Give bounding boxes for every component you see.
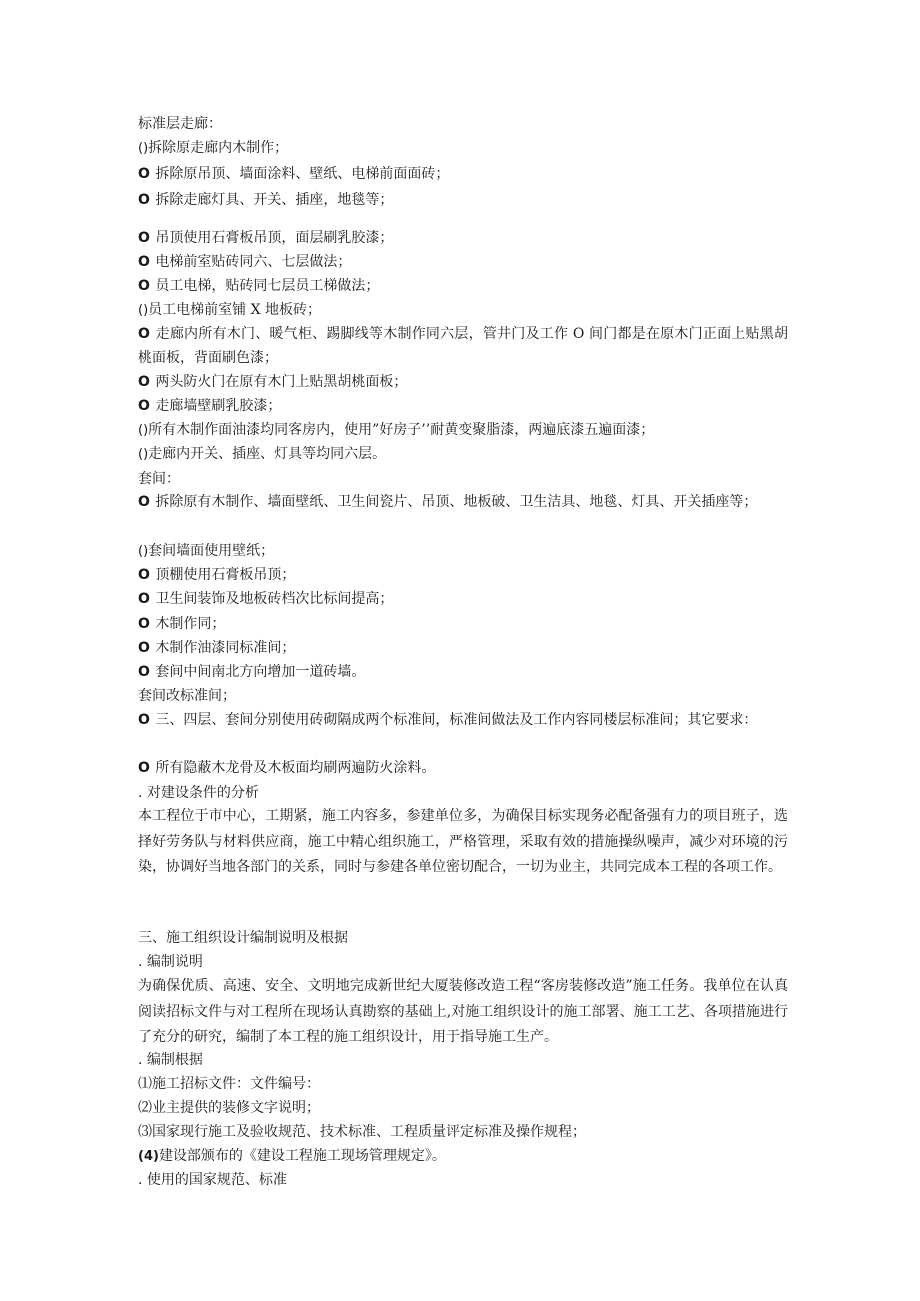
list-item [138,1122,586,1142]
list-item [138,662,365,682]
item-marker: () [138,423,149,438]
item-text: 拆除原吊顶、墙面涂料、壁纸、电梯前面面砖； [155,166,450,182]
item-text: 走廊内开关、插座、灯具等均同六层。 [148,446,387,462]
item-marker: O [138,254,150,270]
list-item [138,708,788,732]
item-marker: O [138,230,150,246]
item-number: ⑴ [138,1076,152,1092]
section-heading: 三、施工组织设计编制说明及根据 [138,930,348,946]
item-marker: () [138,303,149,318]
item-text: 施工招标文件：文件编号： [152,1076,320,1092]
item-number: (4) [138,1149,159,1164]
list-item [138,444,386,465]
item-marker: O [138,374,150,390]
item-marker: O [138,192,150,208]
list-item [138,420,654,441]
item-text: 拆除原有木制作、墙面壁纸、卫生间瓷片、吊顶、地板破、卫生洁具、地毯、灯具、开关插座等； [155,494,758,510]
list-item [138,541,274,562]
item-marker: O [138,640,150,656]
item-text: 员工电梯前室铺 X 地板砖； [148,302,322,318]
list-item [138,1146,446,1167]
item-marker: O [138,616,150,632]
list-item [138,1098,320,1118]
list-item [138,138,288,159]
item-text: 建设部颁布的《建设工程施工现场管理规定》。 [158,1148,446,1164]
item-marker: O [138,712,150,728]
list-item [138,372,407,392]
analysis-body: 本工程位于市中心，工期紧，施工内容多，参建单位多，为确保目标实现务必配备强有力的项目班子，选择好劳务队与材料供应商，施工中精心组织施工，严格管理，采取有效的措施操纵噪声，减少对环境的污染，协调好当地各部门的关系，同时与参建各单位密切配合，一切为业主，共同完成本工程的各项工作。 [138,808,788,875]
item-number: ⑵ [138,1100,152,1116]
item-marker: O [138,591,150,607]
item-text: 所有隐蔽木龙骨及木板面均刷两遍防火涂料。 [155,760,436,776]
item-marker: O [138,278,150,294]
item-marker: O [138,760,150,776]
subsection-title: . 编制说明 [138,954,203,970]
item-text: 两头防火门在原有木门上贴黑胡桃面板； [155,374,408,390]
list-item [138,589,393,609]
item-marker: O [138,398,150,414]
item-text: 电梯前室贴砖同六、七层做法； [155,254,352,270]
item-text: 拆除走廊灯具、开关、插座，地毯等； [155,192,394,208]
suite-title: 套间： [138,471,180,487]
item-marker: () [138,141,149,156]
analysis-title: . 对建设条件的分析 [138,785,259,801]
list-item [138,490,788,514]
item-text: 国家现行施工及验收规范、技术标准、工程质量评定标准及操作规程； [152,1124,586,1140]
list-item [138,276,379,296]
item-number: ⑶ [138,1124,152,1140]
corridor-title: 标准层走廊： [138,116,222,132]
item-text: 木制作同； [155,616,226,632]
item-marker: O [138,567,150,583]
list-item [138,614,225,634]
list-item [138,164,449,184]
compile-description: 为确保优质、高速、安全、文明地完成新世纪大厦装修改造工程“客房装修改造”施工任务。我单位在认真阅读招标文件与对工程所在现场认真勘察的基础上,对施工组织设计的施工部署、施工工艺、各项措施进行了充分的研究，编制了本工程的施工组织设计，用于指导施工生产。 [138,978,788,1045]
item-text: 三、四层、套间分别使用砖砌隔成两个标准间，标准间做法及工作内容同楼层标准间；其它要求： [155,712,758,728]
item-text: 顶棚使用石膏板吊顶； [155,567,296,583]
list-item [138,322,788,370]
list-item [138,190,393,210]
item-marker: () [138,447,149,462]
list-item [138,1074,320,1094]
list-item [138,758,435,778]
list-item [138,638,295,658]
subsection-title: . 使用的国家规范、标准 [138,1172,287,1188]
item-text: 木制作油漆同标准间； [155,640,296,656]
item-text: 所有木制作面油漆均同客房内，使用”好房子’’耐黄变聚脂漆，两遍底漆五遍面漆； [148,422,655,438]
item-text: 卫生间装饰及地板砖档次比标间提高； [155,591,394,607]
suite-change-title: 套间改标准间； [138,688,236,704]
list-item [138,300,321,321]
item-text: 走廊墙壁刷乳胶漆； [155,398,282,414]
item-text: 套间中间南北方向增加一道砖墙。 [155,664,366,680]
list-item [138,565,295,585]
item-text: 吊顶使用石膏板吊顶，面层刷乳胶漆； [155,230,394,246]
item-marker: O [138,664,150,680]
item-text: 员工电梯，贴砖同七层员工梯做法； [155,278,380,294]
item-text: 拆除原走廊内木制作； [148,140,289,156]
item-text: 走廊内所有木门、暖气柜、踢脚线等木制作同六层，管井门及工作 O 间门都是在原木门正面上贴黑胡桃面板，背面刷色漆； [138,326,788,366]
item-text: 业主提供的装修文字说明； [152,1100,320,1116]
item-marker: O [138,326,150,342]
item-text: 套间墙面使用壁纸； [148,543,275,559]
item-marker: O [138,494,150,510]
item-marker: () [138,544,149,559]
item-marker: O [138,166,150,182]
subsection-title: . 编制根据 [138,1052,203,1068]
list-item [138,228,393,248]
list-item [138,252,351,272]
list-item [138,396,281,416]
